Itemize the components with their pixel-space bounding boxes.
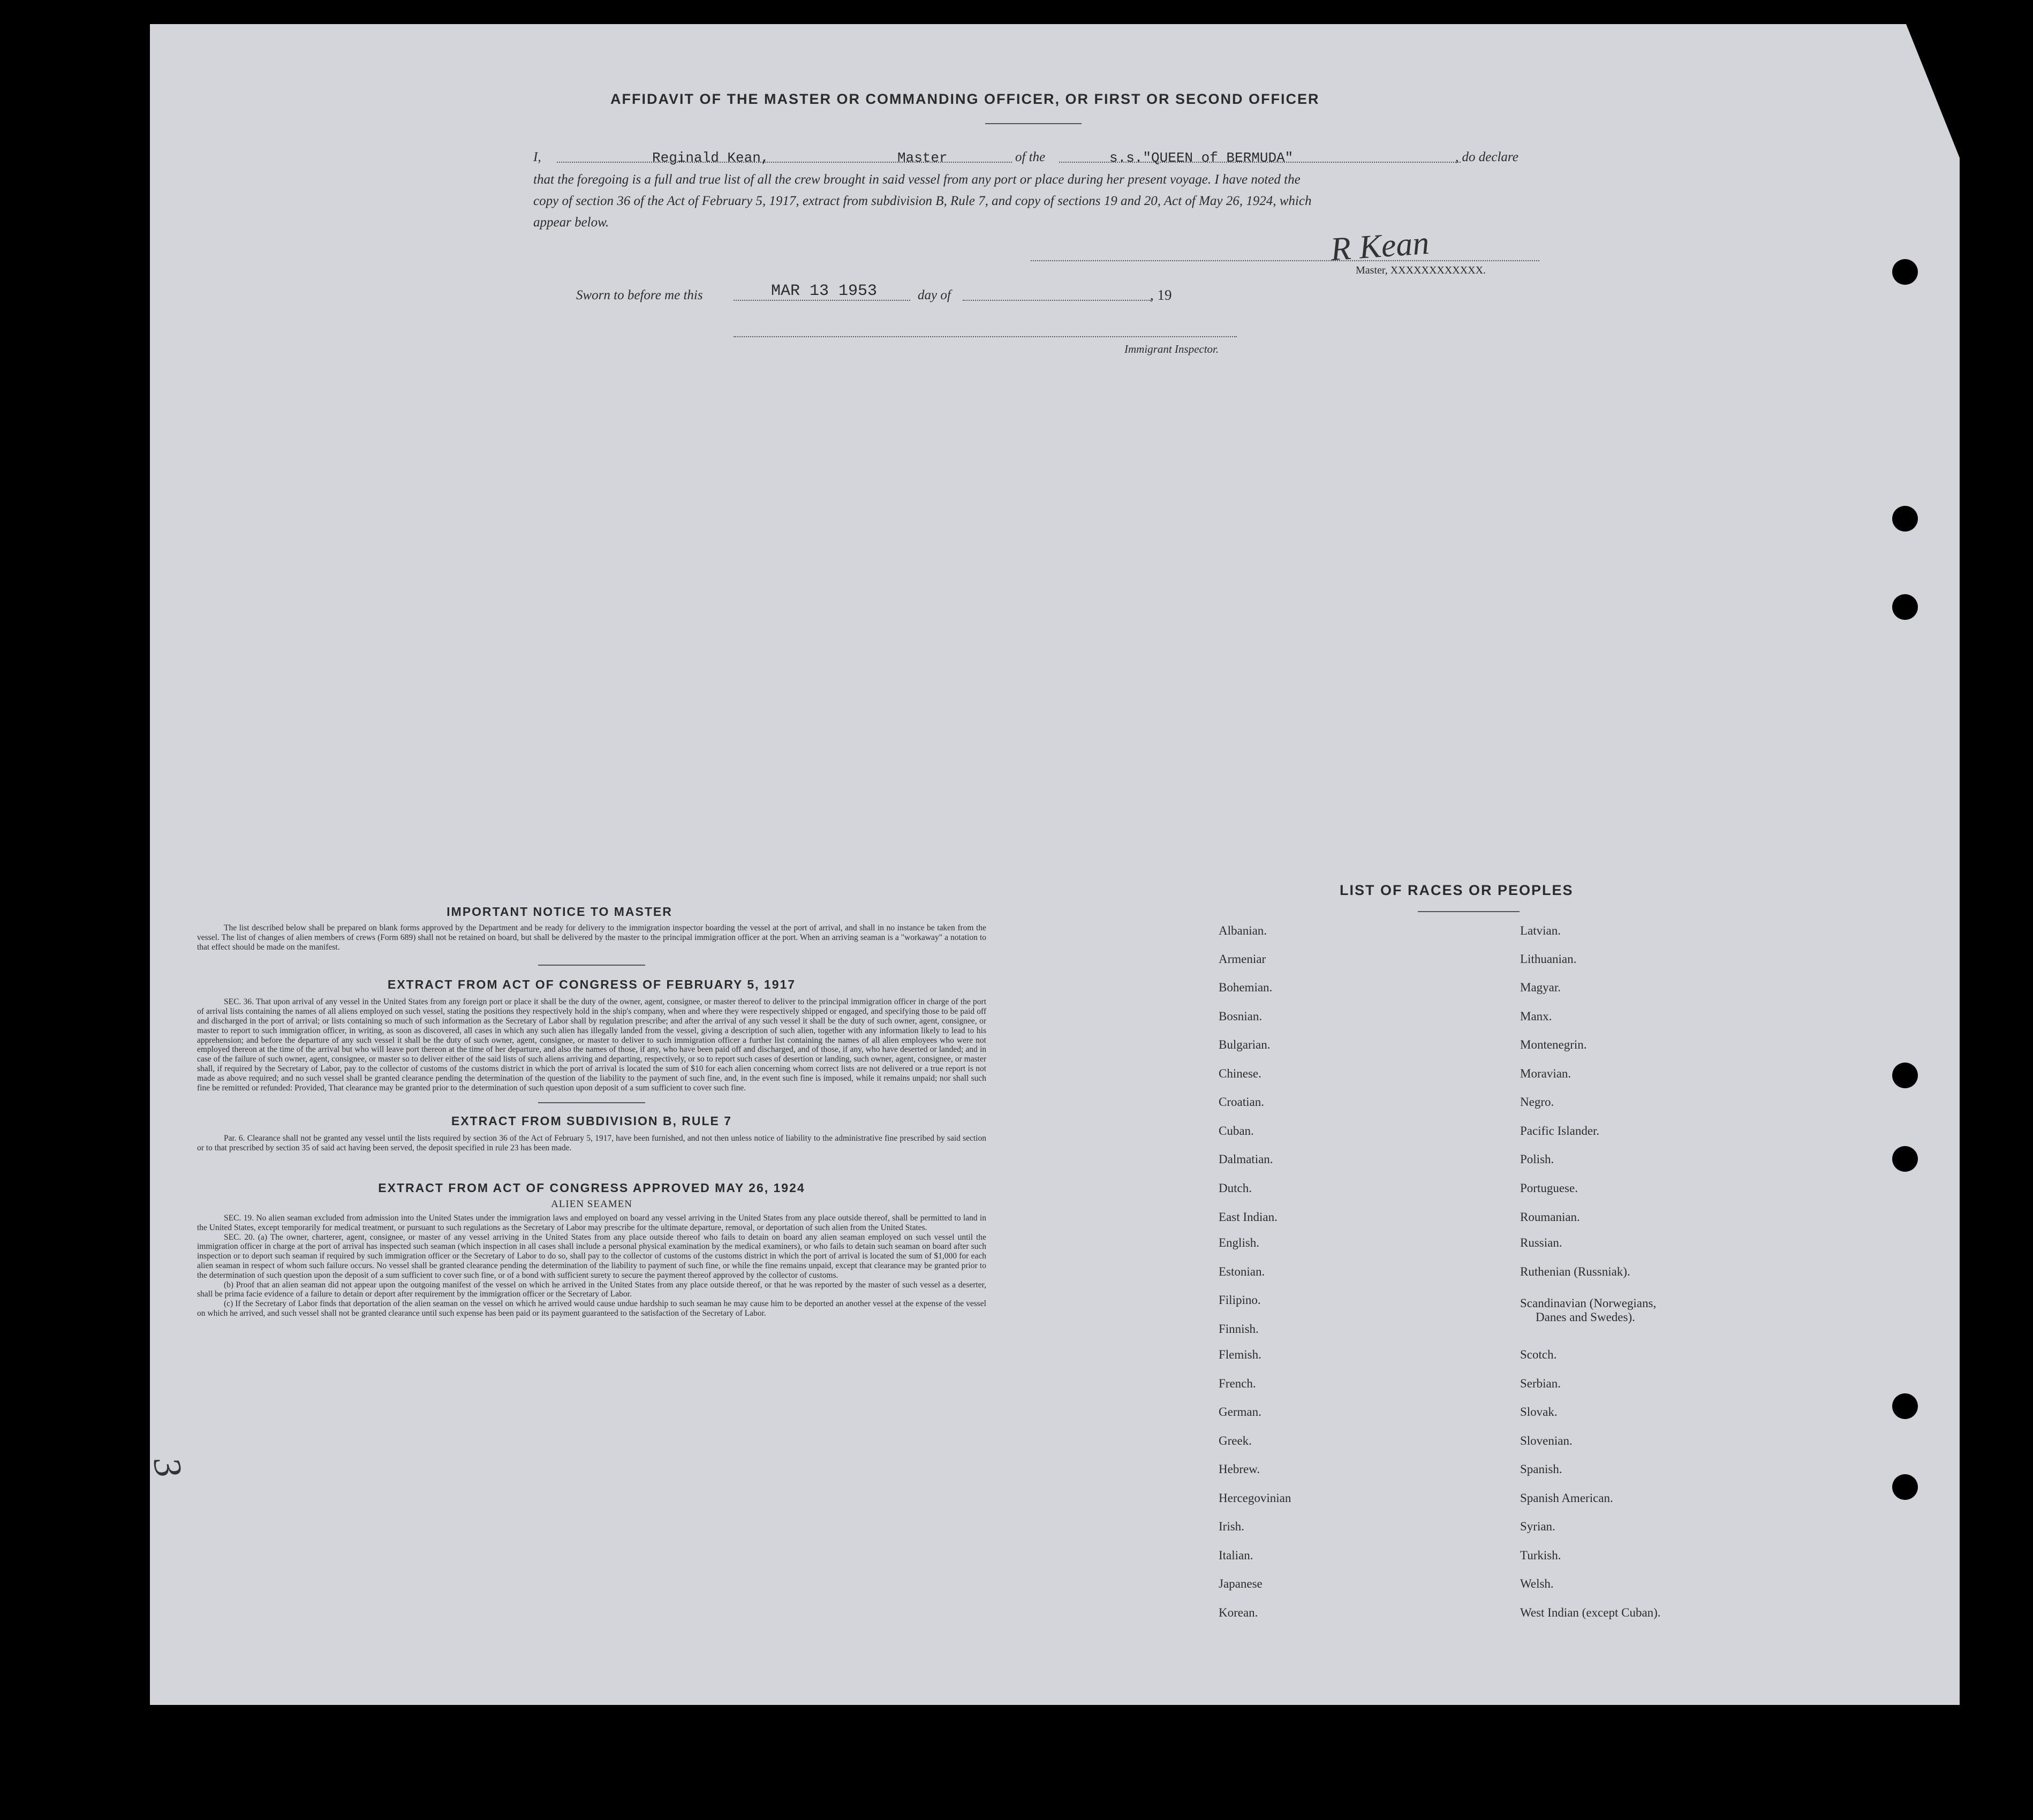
race-item: English.: [1219, 1236, 1260, 1249]
sworn-label: Sworn to before me this: [576, 288, 703, 302]
extract-1924-sec20b: (b) Proof that an alien seaman did not appear upon the outgoing manifest of the vessel on which he arrived in the United States from any place outside thereof, or that he was reported by the master of such vessel as a deserter, shall be prima facie evidence of a failure to detain or deport after requirement by the immigration officer or the Secretary of Labor.: [197, 1280, 986, 1299]
race-item: Scotch.: [1520, 1348, 1557, 1361]
title-underline: [985, 123, 1082, 124]
of-the-label: of the: [1015, 150, 1046, 164]
race-item: Montenegrin.: [1520, 1038, 1587, 1051]
month-line: [963, 300, 1151, 301]
extract-1924-sec20a: SEC. 20. (a) The owner, charterer, agent, consignee, or master of any vessel arriving in the United States from any place outside thereof who fails to detain on board any alien seaman employed on such vessel until the immigration officer in charge at the port of arrival has inspected such seaman (which inspection in all cases shall include a personal physical examination by the medical examiners), or who fails to detain such seaman on board after such inspection or to deport such seaman if required by such immigration officer or the Secretary of Labor to do so, shall pay to the collector of customs of the customs district in which the port of arrival is located the sum of $1,000 for each alien seaman in respect of whom such failure occurs. No vessel shall be granted clearance pending the determination of the liability to payment of such fine, or while the fine remains unpaid, except that clearance may be granted prior to the determination of such question upon the deposit of a sum sufficient to cover such fine, or of a bond with sufficient surety to secure the payment thereof approved by the collector of customs.: [197, 1232, 986, 1280]
race-item: Serbian.: [1520, 1377, 1561, 1390]
races-title-underline: [1418, 911, 1520, 912]
handwritten-margin-mark: 3: [145, 1454, 191, 1481]
race-item: East Indian.: [1219, 1210, 1278, 1224]
race-item: Spanish.: [1520, 1462, 1562, 1476]
race-item: Hebrew.: [1219, 1462, 1260, 1476]
extract-rule7-body: Par. 6. Clearance shall not be granted any vessel until the lists required by section 36 of the Act of February 5, 1917, have been furnished, and not then unless notice of liability to the administrative fine prescribed by said section or to that prescribed by section 35 of said act having been served, the deposit specified in rule 23 has been made.: [197, 1134, 986, 1153]
race-item: Filipino.: [1219, 1293, 1261, 1307]
extract-1917-title: EXTRACT FROM ACT OF CONGRESS OF FEBRUARY 5, 1917: [387, 977, 796, 992]
divider: [538, 1102, 645, 1103]
inspector-signature-line: [734, 336, 1237, 337]
affidavit-title: AFFIDAVIT OF THE MASTER OR COMMANDING OFFICER, OR FIRST OR SECOND OFFICER: [610, 91, 1320, 107]
race-item: Polish.: [1520, 1152, 1554, 1166]
race-item: Russian.: [1520, 1236, 1562, 1249]
race-item: Syrian.: [1520, 1520, 1555, 1533]
race-item-continuation: Danes and Swedes).: [1536, 1310, 1635, 1324]
races-title: LIST OF RACES OR PEOPLES: [1340, 882, 1574, 898]
vessel-name: s.s."QUEEN of BERMUDA": [1109, 150, 1294, 166]
race-item: Dalmatian.: [1219, 1152, 1273, 1166]
race-item: Portuguese.: [1520, 1181, 1578, 1195]
affidavit-line-4: appear below.: [533, 215, 609, 230]
race-item: Roumanian.: [1520, 1210, 1580, 1224]
extract-1924-title: EXTRACT FROM ACT OF CONGRESS APPROVED MAY 26, 1924: [378, 1180, 805, 1195]
race-item: Irish.: [1219, 1520, 1244, 1533]
race-item: Pacific Islander.: [1520, 1124, 1600, 1138]
notice-body: The list described below shall be prepared on blank forms approved by the Department and be ready for delivery to the immigration inspector boarding the vessel at the port of arrival, and shall in no instance be taken from the vessel. The list of changes of alien members of crews (Form 689) shall not be retained on board, but shall be delivered by the master to the principal immigration officer at the port. When an arriving seaman is a "workaway" a notation to that effect should be made on the manifest.: [197, 923, 986, 952]
punch-hole: [1892, 1474, 1918, 1500]
year-label: , 19: [1150, 287, 1172, 303]
notice-column: [197, 905, 986, 1318]
punch-hole: [1892, 1063, 1918, 1088]
extract-1924-sec19: SEC. 19. No alien seaman excluded from admission into the United States under the immigration laws and employed on board any vessel arriving in the United States from any place outside thereof, shall be permitted to land in the United States, except temporarily for medical treatment, or pursuant to such regulations as the Secretary of Labor may prescribe for the ultimate departure, removal, or deportation of such alien from the United States.: [197, 1213, 986, 1232]
race-item: Scandinavian (Norwegians,: [1520, 1296, 1657, 1310]
race-item: Bulgarian.: [1219, 1038, 1271, 1051]
race-item: Albanian.: [1219, 924, 1267, 937]
race-item: Turkish.: [1520, 1549, 1561, 1562]
race-item: Slovenian.: [1520, 1434, 1573, 1447]
extract-rule7-title: EXTRACT FROM SUBDIVISION B, RULE 7: [451, 1114, 732, 1128]
punch-hole: [1892, 506, 1918, 532]
extract-1917-body: SEC. 36. That upon arrival of any vessel in the United States from any foreign port or place it shall be the duty of the owner, agent, consignee, or master thereof to deliver to the principal immigration officer in charge of the port of arrival lists containing the names of all aliens employed on such vessel, stating the positions they respectively hold in the ship's company, when and where they were respectively shipped or engaged, and specifying those to be paid off and discharged in the port of arrival; or lists containing so much of such information as the Secretary of Labor shall by regulation prescribe; and after the arrival of any such vessel it shall be the duty of such owner, agent, consignee, or master to report to such immigration officer, in writing, as soon as discovered, all cases in which any such alien has illegally landed from the vessel, giving a description of such alien, together with any information likely to lead to his apprehension; and before the departure of any such vessel it shall be the duty of such owner, agent, consignee, or master to deliver to such immigration officer a further list containing the names of all alien employees who were not employed thereon at the time of the arrival but who will leave port thereon at the time of her departure, and also the names of those, if any, who have been paid off and discharged, and of those, if any, who have deserted or landed; and in case of the failure of such owner, agent, consignee, or master so to deliver either of the said lists of such aliens arriving and departing, respectively, or so to report such cases of desertion or landing, such owner, agent, consignee, or master shall, if required by the Secretary of Labor, pay to the collector of customs of the customs district in which the port of arrival is located the sum of $10 for each alien concerning whom correct lists are not delivered or a true report is not made as above required; and no such vessel shall be granted clearance pending the determination of the question of the liability to the payment of such fine, and, in the event such fine is imposed, while it remains unpaid; nor shall such fine be remitted or refunded: Provided, That clearance may be granted prior to the determination of such question upon deposit of a sum sufficient to cover such fine.: [197, 997, 986, 1093]
race-item: Cuban.: [1219, 1124, 1254, 1138]
race-item: Lithuanian.: [1520, 952, 1577, 966]
race-item: Croatian.: [1219, 1095, 1264, 1109]
race-item: French.: [1219, 1377, 1256, 1390]
race-item: Slovak.: [1520, 1405, 1558, 1419]
race-item: Manx.: [1520, 1010, 1552, 1023]
punch-hole: [1892, 1146, 1918, 1172]
race-item: Negro.: [1520, 1095, 1554, 1109]
race-item: Italian.: [1219, 1549, 1253, 1562]
master-signature: R Kean: [1329, 224, 1431, 268]
race-item: Moravian.: [1520, 1067, 1571, 1080]
race-item: Armeniar: [1219, 952, 1266, 966]
race-item: Estonian.: [1219, 1265, 1265, 1278]
race-item: Dutch.: [1219, 1181, 1252, 1195]
race-item: West Indian (except Cuban).: [1520, 1606, 1661, 1619]
race-item: Latvian.: [1520, 924, 1561, 937]
signature-caption: Master, XXXXXXXXXXXX.: [1356, 264, 1486, 276]
race-item: Chinese.: [1219, 1067, 1261, 1080]
master-rank: Master: [897, 150, 948, 166]
race-item: Finnish.: [1219, 1322, 1259, 1336]
signature-line: [1031, 260, 1539, 261]
affidavit-pronoun: I,: [533, 150, 541, 164]
punch-hole: [1892, 1393, 1918, 1419]
race-item: Spanish American.: [1520, 1491, 1613, 1505]
race-item: Ruthenian (Russniak).: [1520, 1265, 1630, 1278]
race-item: Bohemian.: [1219, 981, 1273, 994]
race-item: Bosnian.: [1219, 1010, 1263, 1023]
affidavit-line-3: copy of section 36 of the Act of February 5, 1917, extract from subdivision B, Rule 7, and copy of sections 19 and 20, Act of May 26, 1924, which: [533, 194, 1312, 208]
do-declare-label: , do declare: [1455, 150, 1518, 164]
race-item: Flemish.: [1219, 1348, 1261, 1361]
race-item: Japanese: [1219, 1577, 1263, 1590]
race-item: Welsh.: [1520, 1577, 1554, 1590]
extract-1924-subtitle: ALIEN SEAMEN: [551, 1198, 632, 1210]
day-of-label: day of: [918, 288, 951, 302]
race-item: Hercegovinian: [1219, 1491, 1291, 1505]
document-page: [150, 24, 1960, 1705]
sworn-date-stamp: MAR 13 1953: [771, 282, 878, 300]
divider: [538, 965, 645, 966]
extract-1924-sec20c: (c) If the Secretary of Labor finds that deportation of the alien seaman on the vessel on which he arrived would cause undue hardship to such seaman he may cause him to be deported an another vessel at the expense of the vessel on which he arrived, and such vessel shall not be granted clearance until such expense has been paid or its payment guaranteed to the satisfaction of the Secretary of Labor.: [197, 1299, 986, 1318]
race-item: Magyar.: [1520, 981, 1561, 994]
punch-hole: [1892, 259, 1918, 285]
race-item: Korean.: [1219, 1606, 1258, 1619]
race-item: German.: [1219, 1405, 1261, 1419]
race-item: Greek.: [1219, 1434, 1252, 1447]
affidavit-line-2: that the foregoing is a full and true list of all the crew brought in said vessel from any port or place during her present voyage. I have noted the: [533, 172, 1301, 187]
inspector-caption: Immigrant Inspector.: [1124, 343, 1219, 355]
notice-title: IMPORTANT NOTICE TO MASTER: [447, 905, 672, 919]
punch-hole: [1892, 594, 1918, 620]
master-name: Reginald Kean,: [652, 150, 769, 166]
